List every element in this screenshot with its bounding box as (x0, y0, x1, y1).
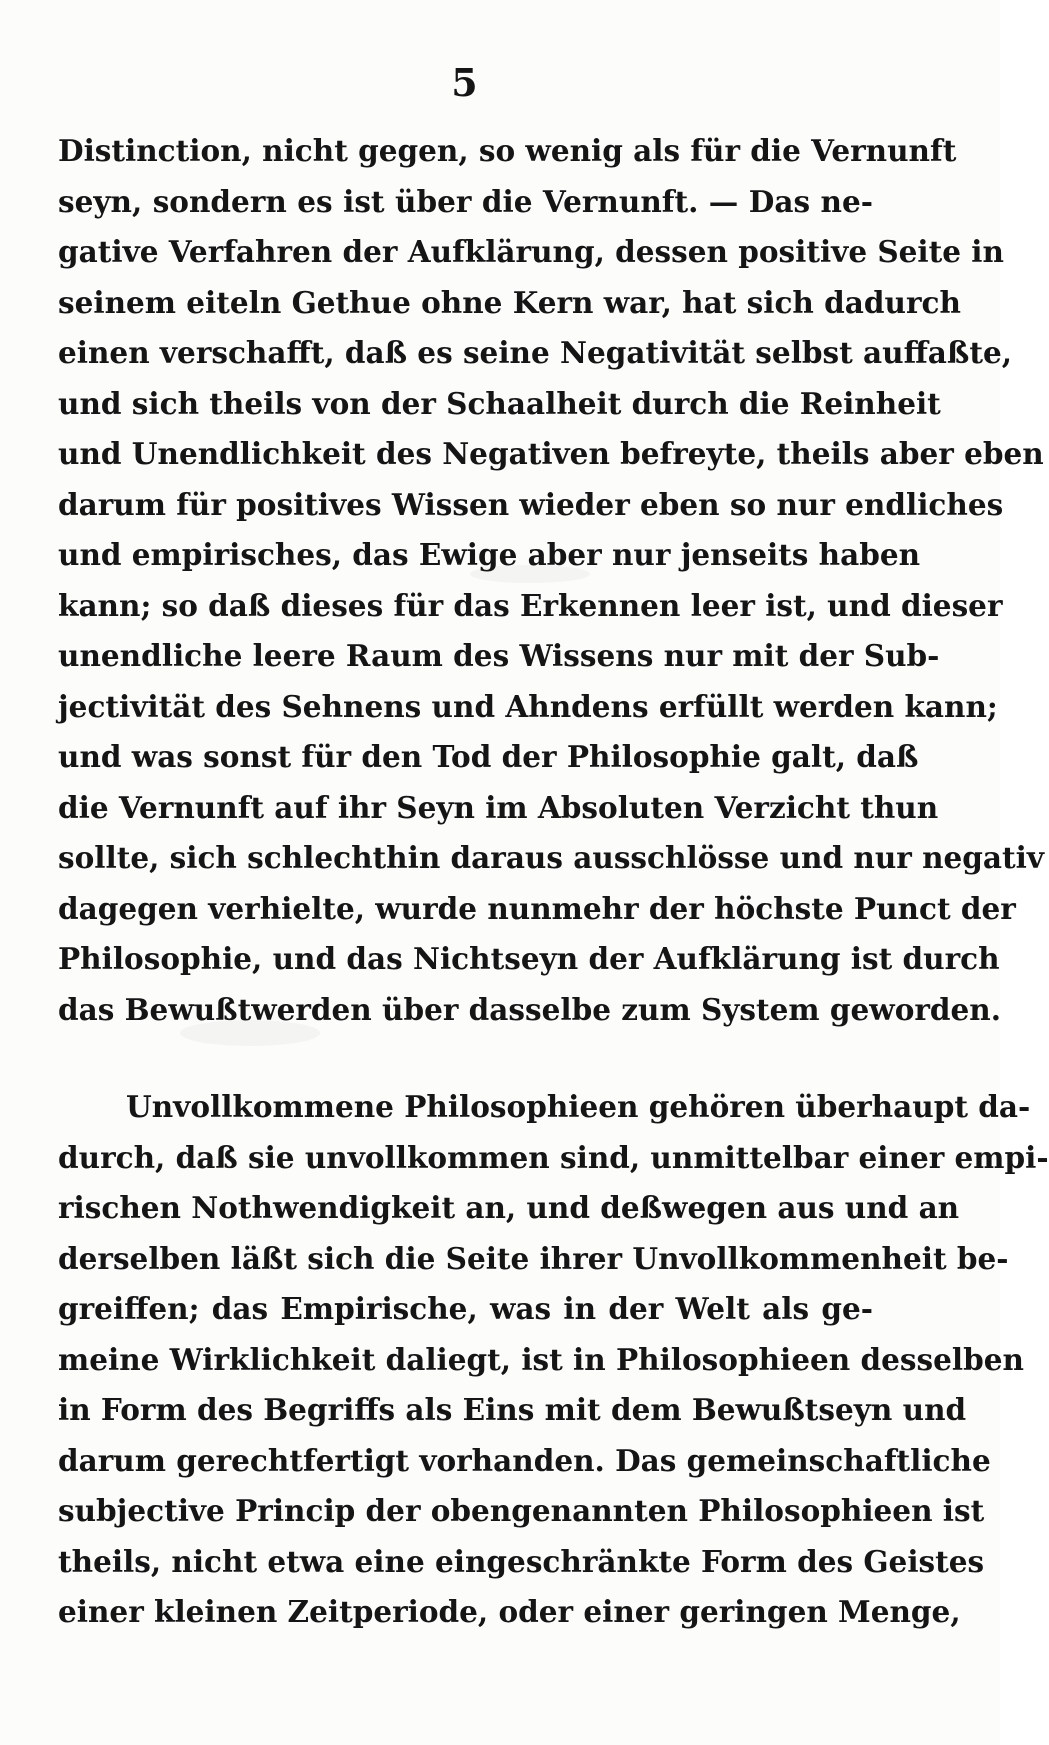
text-line: greiffen; das Empirische, was in der Welt als ge- (58, 1291, 873, 1326)
text-line: darum für positives Wissen wieder eben so nur endliches (58, 486, 1004, 522)
text-line: Distinction, nicht gegen, so wenig als für die Vernunft (58, 133, 957, 168)
text-line: und Unendlichkeit des Negativen befreyte, theils aber eben (58, 436, 1044, 471)
text-line: subjective Princip der obengenannten Philosophieen ist (58, 1493, 985, 1528)
text-line: einer kleinen Zeitperiode, oder einer geringen Menge, (58, 1594, 961, 1629)
text-line: seyn, sondern es ist über die Vernunft. — Das ne- (58, 183, 873, 219)
text-line: sollte, sich schlechthin daraus ausschlösse und nur negativ (58, 840, 1045, 875)
text-line: die Vernunft auf ihr Seyn im Absoluten Verzicht thun (58, 789, 939, 825)
page-number: 5 (451, 60, 479, 105)
text-line: das Bewußtwerden über dasselbe zum System geworden. (58, 991, 1002, 1027)
text-line: Philosophie, und das Nichtseyn der Aufklärung ist durch (58, 941, 1000, 976)
text-line: derselben läßt sich die Seite ihrer Unvollkommenheit be- (58, 1240, 1009, 1276)
text-line: Unvollkommene Philosophieen gehören überhaupt da- (126, 1089, 1031, 1124)
text-line: darum gerechtfertigt vorhanden. Das gemeinschaftliche (58, 1442, 991, 1478)
text-line: gative Verfahren der Aufklärung, dessen positive Seite in (58, 234, 1004, 269)
text-line: unendliche leere Raum des Wissens nur mit der Sub- (58, 638, 940, 673)
text-line: und was sonst für den Tod der Philosophie galt, daß (58, 739, 919, 774)
text-line: und empirisches, das Ewige aber nur jenseits haben (58, 537, 921, 572)
text-line: einen verschafft, daß es seine Negativität selbst auffaßte, (58, 335, 1012, 370)
text-line: dagegen verhielte, wurde nunmehr der höchste Punct der (58, 890, 1016, 926)
text-line: seinem eiteln Gethue ohne Kern war, hat sich dadurch (58, 284, 961, 320)
text-line: theils, nicht etwa eine eingeschränkte Form des Geistes (58, 1543, 985, 1579)
text-line: und sich theils von der Schaalheit durch die Reinheit (58, 385, 941, 421)
text-line: in Form des Begriffs als Eins mit dem Bewußtseyn und (58, 1392, 967, 1427)
text-line: meine Wirklichkeit daliegt, ist in Philosophieen desselben (58, 1341, 1024, 1377)
text-line: jectivität des Sehnens und Ahndens erfüllt werden kann; (58, 688, 998, 724)
text-line: kann; so daß dieses für das Erkennen leer ist, und dieser (58, 587, 1003, 623)
text-line: rischen Nothwendigkeit an, und deßwegen aus und an (58, 1190, 960, 1225)
text-line: durch, daß sie unvollkommen sind, unmittelbar einer empi- (58, 1139, 1049, 1175)
paragraph-2 (58, 1082, 1049, 1638)
paragraph-1 (58, 126, 1045, 1035)
